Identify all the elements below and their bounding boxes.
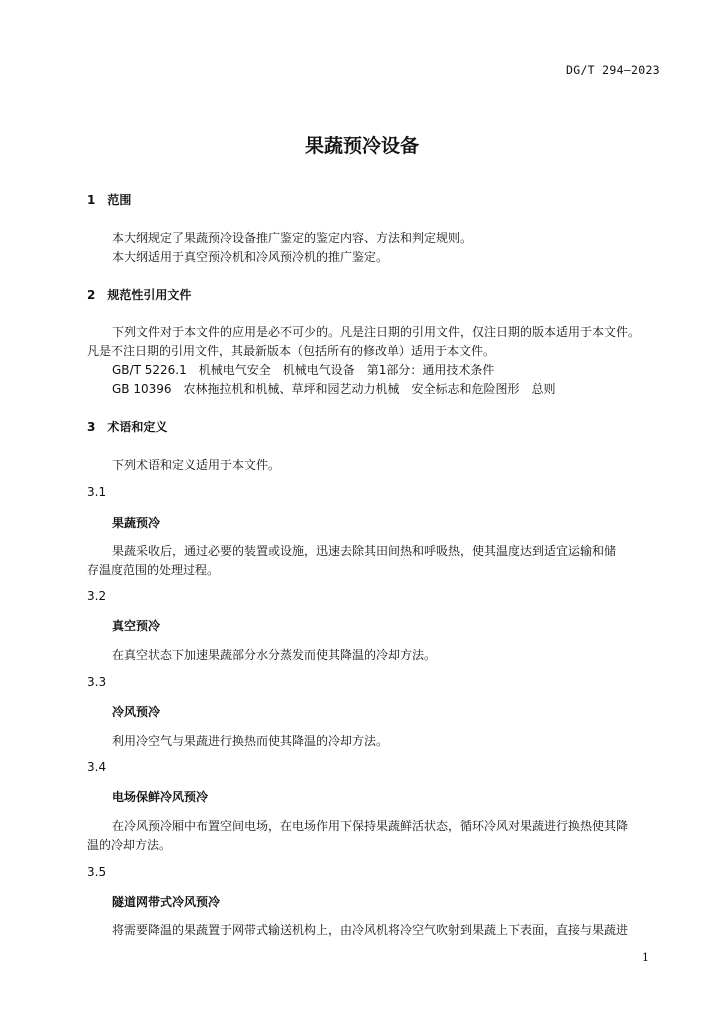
reference-item: GB 10396 农林拖拉机和机械、草坪和园艺动力机械 安全标志和危险图形 总则 [112,382,556,396]
term-definition-line: 果蔬采收后，通过必要的装置或设施，迅速去除其田间热和呼吸热，使其温度达到适宜运输和储 [112,544,617,558]
term-definition-line: 存温度范围的处理过程。 [87,563,220,577]
term-number: 3.3 [87,675,107,689]
term-definition-line: 在冷风预冷厢中布置空间电场，在电场作用下保持果蔬鲜活状态，循环冷风对果蔬进行换热使其降 [112,819,629,833]
term-definition-line: 利用冷空气与果蔬进行换热而使其降温的冷却方法。 [112,734,389,748]
term-name: 果蔬预冷 [112,516,161,530]
reference-item: GB/T 5226.1 机械电气安全 机械电气设备 第1部分：通用技术条件 [112,363,495,377]
section-2-heading: 2 规范性引用文件 [87,288,192,302]
section-3-intro: 下列术语和定义适用于本文件。 [112,458,281,472]
section-2-paragraph-line-2: 凡是不注日期的引用文件，其最新版本（包括所有的修改单）适用于本文件。 [87,344,496,358]
section-3-heading: 3 术语和定义 [87,420,168,434]
section-1-paragraph-1: 本大纲规定了果蔬预冷设备推广鉴定的鉴定内容、方法和判定规则。 [112,231,473,245]
term-definition-line: 在真空状态下加速果蔬部分水分蒸发而使其降温的冷却方法。 [112,648,437,662]
page-number: 1 [642,951,649,964]
term-number: 3.5 [87,865,107,879]
section-2-paragraph-line-1: 下列文件对于本文件的应用是必不可少的。凡是注日期的引用文件，仅注日期的版本适用于本文件。 [112,325,641,339]
page-title: 果蔬预冷设备 [304,135,419,157]
section-1-heading: 1 范围 [87,193,132,207]
term-definition-line: 温的冷却方法。 [87,838,172,852]
term-number: 3.2 [87,589,107,603]
term-number: 3.1 [87,485,107,499]
term-name: 电场保鲜冷风预冷 [112,790,209,804]
term-definition-line: 将需要降温的果蔬置于网带式输送机构上，由冷风机将冷空气吹射到果蔬上下表面，直接与果蔬进 [112,923,629,937]
term-number: 3.4 [87,760,107,774]
term-name: 隧道网带式冷风预冷 [112,895,221,909]
term-name: 冷风预冷 [112,705,161,719]
term-name: 真空预冷 [112,619,161,633]
standard-number: DG/T 294—2023 [566,63,660,77]
section-1-paragraph-2: 本大纲适用于真空预冷机和冷风预冷机的推广鉴定。 [112,250,389,264]
